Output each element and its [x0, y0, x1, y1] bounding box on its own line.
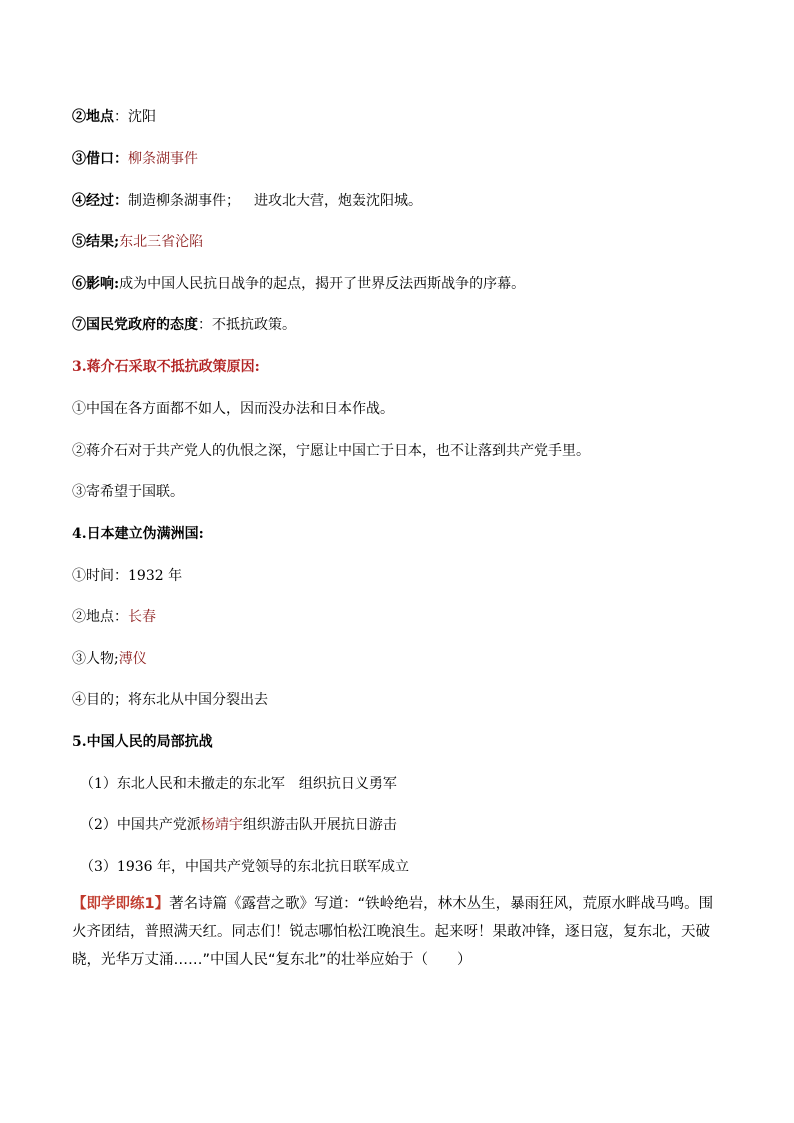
exercise-text: 著名诗篇《露营之歌》写道：“铁岭绝岩，林木丛生，暴雨狂风，荒原水畔战马鸣。围火齐团结，普照满天红。同志们！锐志哪怕松江晚浪生。起来呀！果敢冲锋，逐日寇，复东北，天破晓，光华万丈涌……”中国人民“复东北”的壮举应始于（ ） [72, 896, 714, 968]
section5-heading: 5.中国人民的局部抗战 [72, 734, 213, 750]
section5-point-2-name: 杨靖宇 [200, 817, 243, 833]
item-pretext [72, 149, 198, 169]
item-value: 不抵抗政策。 [212, 317, 296, 333]
item-value-2: 进攻北大营，炮轰沈阳城。 [254, 193, 422, 209]
item-sep: : [114, 276, 120, 292]
section5-point-3: （3）1936 年，中国共产党领导的东北抗日联军成立 [80, 859, 409, 875]
item-label: 经过 [86, 193, 114, 209]
section4-time-value: 1932 年 [128, 568, 183, 584]
item-value: 柳条湖事件 [128, 151, 198, 167]
item-sep: ： [114, 193, 128, 209]
section4-location-prefix: ②地点： [72, 609, 128, 625]
item-num: ④ [72, 193, 86, 209]
section3-point-1: ①中国在各方面都不如人，因而没办法和日本作战。 [72, 401, 394, 417]
section5-point-1b: 组织抗日义勇军 [298, 776, 397, 792]
item-label: 借口 [86, 151, 114, 167]
section5-point-2 [80, 815, 397, 835]
item-result [72, 232, 203, 252]
item-sep: ： [114, 109, 128, 125]
section4-location-value: 长春 [128, 609, 156, 625]
item-value: 沈阳 [128, 109, 156, 125]
item-location [72, 107, 156, 127]
item-label: 国民党政府的态度 [86, 317, 198, 333]
exercise-tag: 【即学即练1】 [72, 896, 170, 912]
item-attitude [72, 315, 296, 335]
item-num: ⑥ [72, 276, 86, 292]
section4-purpose: ④目的；将东北从中国分裂出去 [72, 692, 268, 708]
section4-person [72, 649, 147, 669]
section5-point-2-suffix: 组织游击队开展抗日游击 [242, 817, 397, 833]
item-label: 结果 [86, 234, 114, 250]
item-label: 影响 [86, 276, 114, 292]
item-label: 地点 [86, 109, 114, 125]
item-impact [72, 274, 525, 294]
item-num: ⑤ [72, 234, 86, 250]
item-num: ③ [72, 151, 86, 167]
section5-point-1 [80, 774, 397, 794]
section5-point-2-prefix: （2）中国共产党派 [80, 817, 201, 833]
section4-location [72, 607, 156, 627]
section4-heading: 4.日本建立伪满洲国: [72, 526, 204, 542]
item-sep: ： [114, 151, 128, 167]
section5-point-1a: （1）东北人民和未撤走的东北军 [80, 776, 285, 792]
section3-point-3: ③寄希望于国联。 [72, 484, 184, 500]
section4-person-prefix: ③人物; [72, 651, 119, 667]
section4-time [72, 566, 182, 586]
item-value: 制造柳条湖事件； [128, 193, 240, 209]
exercise-paragraph [72, 890, 722, 974]
item-sep: ： [198, 317, 212, 333]
item-value: 东北三省沦陷 [119, 234, 204, 250]
item-value: 成为中国人民抗日战争的起点，揭开了世界反法西斯战争的序幕。 [119, 276, 526, 292]
item-sep: ; [114, 234, 120, 250]
section3-heading: 3.蒋介石采取不抵抗政策原因: [72, 359, 260, 375]
section4-person-value: 溥仪 [118, 651, 147, 667]
section3-point-2: ②蒋介石对于共产党人的仇恨之深，宁愿让中国亡于日本，也不让落到共产党手里。 [72, 443, 590, 459]
item-process [72, 191, 422, 211]
item-num: ⑦ [72, 317, 86, 333]
item-num: ② [72, 109, 86, 125]
section4-time-prefix: ①时间： [72, 568, 128, 584]
